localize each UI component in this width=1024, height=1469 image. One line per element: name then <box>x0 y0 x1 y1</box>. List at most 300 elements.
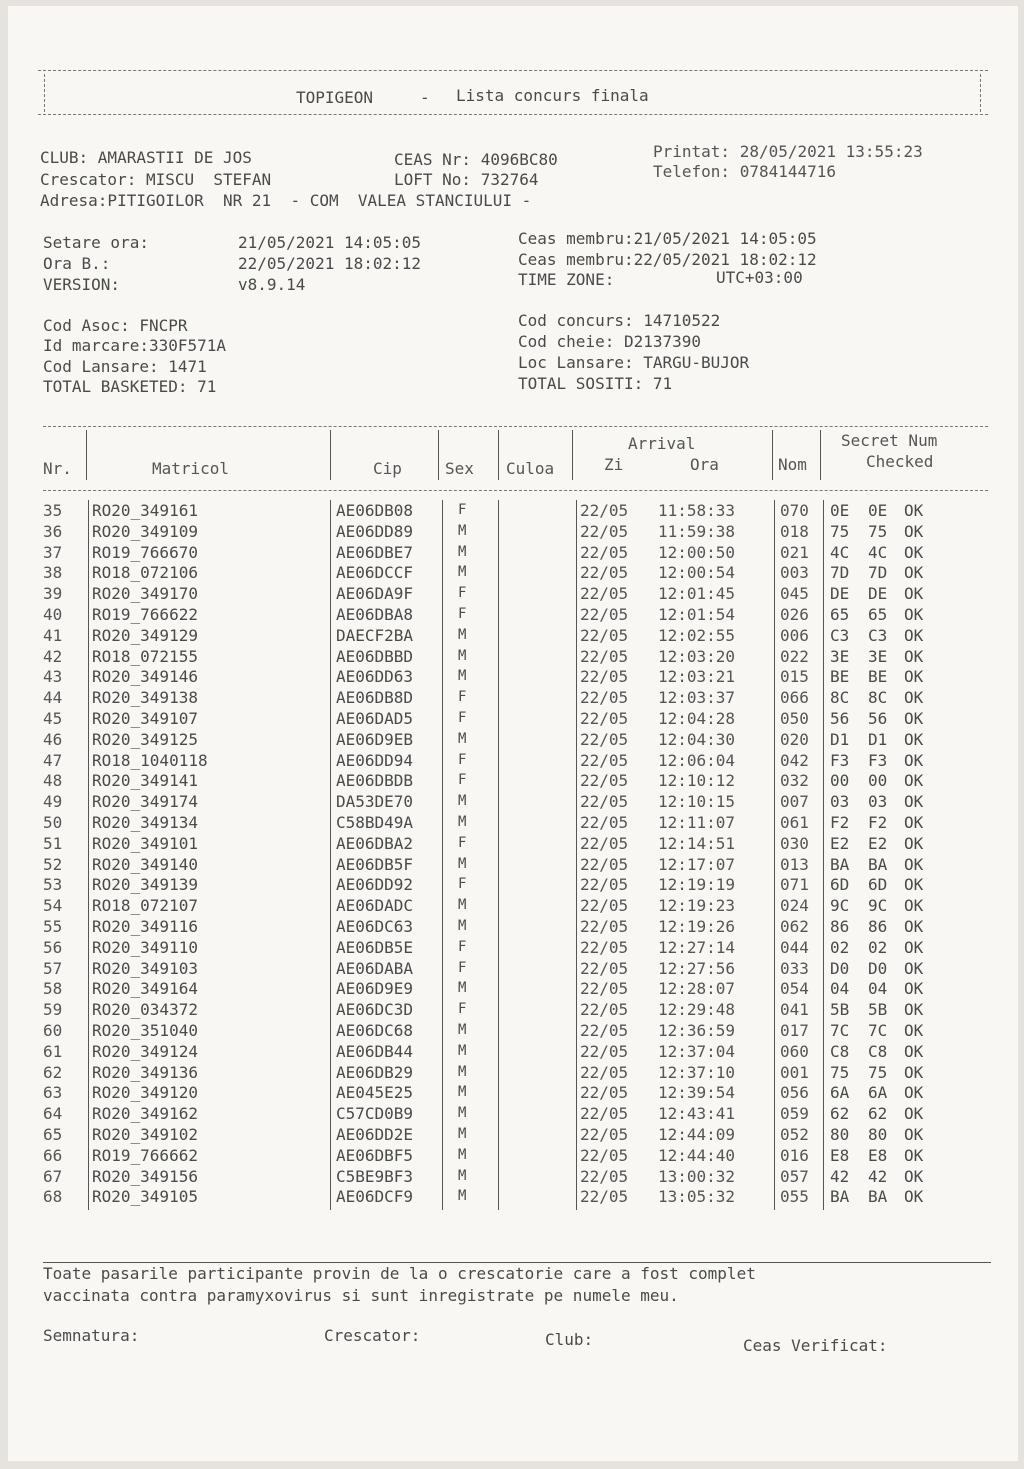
nom: 057 <box>780 1166 809 1186</box>
sex: F <box>458 1001 467 1018</box>
declaration-line-2: vaccinata contra paramyxovirus si sunt inregistrate pe numele meu. <box>43 1286 679 1305</box>
secret-checked: 6D <box>868 875 888 895</box>
secret-num: E8 <box>830 1145 850 1165</box>
chip-id: AE06DB5E <box>336 937 414 957</box>
secret-num: 7D <box>830 563 850 583</box>
status-ok: OK <box>904 563 924 583</box>
arrival-day: 22/05 <box>580 854 629 874</box>
sex: F <box>458 959 467 976</box>
secret-checked: 62 <box>868 1104 888 1124</box>
chip-id: AE06DBF5 <box>336 1145 414 1165</box>
header-checked: Checked <box>866 452 934 471</box>
status-ok: OK <box>904 958 924 978</box>
table-row <box>8 1082 1018 1103</box>
arrival-time: 12:37:10 <box>658 1062 736 1082</box>
nom: 066 <box>780 688 809 708</box>
arrival-time: 12:03:20 <box>658 646 736 666</box>
secret-num: 6A <box>830 1083 850 1103</box>
table-row <box>8 937 1018 958</box>
arrival-day: 22/05 <box>580 729 629 749</box>
arrival-time: 12:04:30 <box>658 729 736 749</box>
secret-num: 56 <box>830 709 850 728</box>
row-nr: 53 <box>43 875 63 895</box>
arrival-day: 22/05 <box>580 917 629 936</box>
chip-id: AE06DCF9 <box>336 1187 414 1207</box>
arrival-time: 11:59:38 <box>658 521 736 541</box>
arrival-day: 22/05 <box>580 896 629 916</box>
arrival-time: 12:06:04 <box>658 750 736 770</box>
total-arrived: TOTAL SOSITI: 71 <box>518 374 673 393</box>
sex: M <box>458 1146 467 1163</box>
arrival-day: 22/05 <box>580 1145 629 1165</box>
status-ok: OK <box>904 605 924 624</box>
chip-id: AE06DBBD <box>336 646 414 666</box>
arrival-day: 22/05 <box>580 1166 629 1186</box>
arrival-time: 12:17:07 <box>658 854 736 874</box>
arrival-time: 12:44:40 <box>658 1145 736 1165</box>
ring-number: RO20_349140 <box>92 854 198 874</box>
chip-id: AE06DD92 <box>336 875 414 895</box>
title-box-right <box>980 74 981 112</box>
sex: M <box>458 814 467 830</box>
arrival-day: 22/05 <box>580 813 629 832</box>
sex: M <box>458 668 467 685</box>
sex: M <box>458 918 467 934</box>
sex: M <box>458 897 467 914</box>
secret-checked: 86 <box>868 917 888 936</box>
arrival-day: 22/05 <box>580 709 629 728</box>
nom: 056 <box>780 1083 809 1103</box>
sex: F <box>458 834 467 851</box>
signature-label: Semnatura: <box>43 1326 140 1345</box>
release-location: Loc Lansare: TARGU-BUJOR <box>518 353 750 372</box>
header-ora: Ora <box>690 455 719 474</box>
status-ok: OK <box>904 750 924 770</box>
nom: 007 <box>780 792 809 812</box>
row-nr: 55 <box>43 917 63 936</box>
arrival-time: 12:19:19 <box>658 875 736 895</box>
status-ok: OK <box>904 937 924 957</box>
secret-checked: 6A <box>868 1083 888 1103</box>
secret-checked: D1 <box>868 729 888 749</box>
ring-number: RO20_349102 <box>92 1125 198 1144</box>
arrival-time: 12:01:54 <box>658 605 736 624</box>
status-ok: OK <box>904 1083 924 1103</box>
col-divider-matricol <box>330 430 331 480</box>
ring-number: RO18_072155 <box>92 646 198 666</box>
secret-num: 80 <box>830 1125 850 1144</box>
arrival-time: 12:03:37 <box>658 688 736 708</box>
secret-checked: BA <box>868 854 888 874</box>
status-ok: OK <box>904 833 924 853</box>
phone-number: Telefon: 0784144716 <box>653 162 837 181</box>
secret-checked: E2 <box>868 833 888 853</box>
ring-number: RO20_349170 <box>92 584 198 604</box>
secret-num: 62 <box>830 1104 850 1124</box>
nom: 044 <box>780 937 809 957</box>
nom: 001 <box>780 1062 809 1082</box>
nom: 045 <box>780 584 809 604</box>
row-nr: 54 <box>43 896 63 916</box>
arrival-time: 12:10:12 <box>658 771 736 791</box>
sex: M <box>458 1126 467 1142</box>
status-ok: OK <box>904 521 924 541</box>
table-row <box>8 708 1018 729</box>
secret-checked: 0E <box>868 501 888 520</box>
status-ok: OK <box>904 854 924 874</box>
col-divider-sex <box>498 430 499 480</box>
secret-num: 04 <box>830 979 850 999</box>
header-nom: Nom <box>778 455 807 474</box>
key-code: Cod cheie: D2137390 <box>518 332 702 351</box>
arrival-day: 22/05 <box>580 605 629 624</box>
secret-num: 75 <box>830 1062 850 1082</box>
status-ok: OK <box>904 917 924 936</box>
row-nr: 50 <box>43 813 63 832</box>
ring-number: RO20_349105 <box>92 1187 198 1207</box>
secret-num: 9C <box>830 896 850 916</box>
ring-number: RO19_766670 <box>92 542 198 562</box>
row-nr: 56 <box>43 937 63 957</box>
setare-label: Setare ora: <box>43 233 149 252</box>
col-divider-cip <box>438 430 439 480</box>
chip-id: DA53DE70 <box>336 792 414 812</box>
title-box-left <box>44 74 45 112</box>
arrival-time: 12:19:23 <box>658 896 736 916</box>
table-row <box>8 646 1018 667</box>
secret-checked: F3 <box>868 750 888 770</box>
ring-number: RO20_349174 <box>92 792 198 812</box>
secret-checked: C3 <box>868 625 888 645</box>
row-nr: 38 <box>43 563 63 583</box>
arrival-time: 12:39:54 <box>658 1083 736 1103</box>
arrival-day: 22/05 <box>580 792 629 812</box>
sex: M <box>458 1063 467 1080</box>
arrival-day: 22/05 <box>580 833 629 853</box>
nom: 060 <box>780 1041 809 1061</box>
col-divider-arrival <box>772 430 773 480</box>
table-row <box>8 1041 1018 1062</box>
chip-id: AE045E25 <box>336 1083 414 1103</box>
ring-number: RO20_034372 <box>92 1000 198 1020</box>
row-nr: 46 <box>43 729 63 749</box>
chip-id: AE06DD2E <box>336 1125 414 1144</box>
ring-number: RO20_349116 <box>92 917 198 936</box>
ring-number: RO20_349120 <box>92 1083 198 1103</box>
secret-checked: DE <box>868 584 888 604</box>
sex: F <box>458 710 467 726</box>
arrival-day: 22/05 <box>580 625 629 645</box>
club-name: CLUB: AMARASTII DE JOS <box>40 148 252 167</box>
arrival-time: 12:37:04 <box>658 1041 736 1061</box>
status-ok: OK <box>904 875 924 895</box>
arrival-day: 22/05 <box>580 979 629 999</box>
arrival-day: 22/05 <box>580 542 629 562</box>
sex: F <box>458 938 467 955</box>
sex: M <box>458 1022 467 1038</box>
secret-checked: 4C <box>868 542 888 562</box>
chip-id: AE06D9EB <box>336 729 414 749</box>
ring-number: RO20_349124 <box>92 1041 198 1061</box>
declaration-line-1: Toate pasarile participante provin de la o crescatorie care a fost complet <box>43 1264 756 1283</box>
sex: M <box>458 1105 467 1122</box>
table-row <box>8 770 1018 791</box>
table-top-rule <box>43 426 988 427</box>
status-ok: OK <box>904 813 924 832</box>
secret-checked: 04 <box>868 979 888 999</box>
sex: F <box>458 502 467 518</box>
status-ok: OK <box>904 1041 924 1061</box>
secret-checked: 8C <box>868 688 888 708</box>
table-row <box>8 978 1018 999</box>
ring-number: RO20_349129 <box>92 625 198 645</box>
secret-checked: F2 <box>868 813 888 832</box>
sex: F <box>458 606 467 622</box>
header-arrival: Arrival <box>628 434 696 453</box>
header-secret: Secret Num <box>841 431 938 450</box>
marking-id: Id marcare:330F571A <box>43 336 227 355</box>
arrival-time: 12:27:56 <box>658 958 736 978</box>
secret-num: 4C <box>830 542 850 562</box>
nom: 017 <box>780 1021 809 1040</box>
arrival-day: 22/05 <box>580 667 629 687</box>
sex: F <box>458 751 467 768</box>
table-row <box>8 833 1018 854</box>
chip-id: AE06DB08 <box>336 501 414 520</box>
row-nr: 66 <box>43 1145 63 1165</box>
row-nr: 51 <box>43 833 63 853</box>
chip-id: AE06DB29 <box>336 1062 414 1082</box>
secret-num: 6D <box>830 875 850 895</box>
nom: 055 <box>780 1187 809 1207</box>
sex: M <box>458 647 467 664</box>
ring-number: RO20_349156 <box>92 1166 198 1186</box>
chip-id: AE06D9E9 <box>336 979 414 999</box>
arrival-time: 12:03:21 <box>658 667 736 687</box>
sex: M <box>458 564 467 581</box>
nom: 003 <box>780 563 809 583</box>
table-row <box>8 500 1018 521</box>
secret-num: 42 <box>830 1166 850 1186</box>
chip-id: C57CD0B9 <box>336 1104 414 1124</box>
row-nr: 37 <box>43 542 63 562</box>
chip-id: AE06DADC <box>336 896 414 916</box>
row-nr: 39 <box>43 584 63 604</box>
nom: 041 <box>780 1000 809 1020</box>
time-zone-label: TIME ZONE: <box>518 270 615 289</box>
secret-checked: 03 <box>868 792 888 812</box>
secret-checked: E8 <box>868 1145 888 1165</box>
ring-number: RO20_349125 <box>92 729 198 749</box>
header-culoa: Culoa <box>506 459 555 478</box>
table-row <box>8 916 1018 937</box>
ring-number: RO20_349107 <box>92 709 198 728</box>
status-ok: OK <box>904 1187 924 1207</box>
row-nr: 62 <box>43 1062 63 1082</box>
status-ok: OK <box>904 771 924 791</box>
arrival-day: 22/05 <box>580 646 629 666</box>
row-nr: 61 <box>43 1041 63 1061</box>
ring-number: RO20_349139 <box>92 875 198 895</box>
arrival-day: 22/05 <box>580 584 629 604</box>
table-row <box>8 791 1018 812</box>
secret-num: BE <box>830 667 850 687</box>
sex: M <box>458 1188 467 1205</box>
arrival-day: 22/05 <box>580 688 629 708</box>
nom: 070 <box>780 501 809 520</box>
row-nr: 40 <box>43 605 63 624</box>
chip-id: AE06DB8D <box>336 688 414 708</box>
status-ok: OK <box>904 1000 924 1020</box>
secret-num: 00 <box>830 771 850 791</box>
sex: F <box>458 772 467 789</box>
arrival-time: 12:10:15 <box>658 792 736 812</box>
header-cip: Cip <box>373 459 402 478</box>
breeder-label: Crescator: <box>324 1326 421 1345</box>
chip-id: AE06DAD5 <box>336 709 414 728</box>
chip-id: AE06DD89 <box>336 521 414 541</box>
secret-num: 3E <box>830 646 850 666</box>
secret-checked: 7C <box>868 1021 888 1040</box>
club-label: Club: <box>545 1330 594 1349</box>
table-row <box>8 1145 1018 1166</box>
ring-number: RO20_349134 <box>92 813 198 832</box>
report-title: Lista concurs finala <box>456 86 649 105</box>
nom: 022 <box>780 646 809 666</box>
row-nr: 57 <box>43 958 63 978</box>
orab-value: 22/05/2021 18:02:12 <box>238 254 422 273</box>
secret-checked: 3E <box>868 646 888 666</box>
row-nr: 47 <box>43 750 63 770</box>
chip-id: AE06DC63 <box>336 917 414 936</box>
arrival-day: 22/05 <box>580 1083 629 1103</box>
status-ok: OK <box>904 667 924 687</box>
secret-checked: BA <box>868 1187 888 1207</box>
arrival-day: 22/05 <box>580 1041 629 1061</box>
secret-num: 65 <box>830 605 850 624</box>
table-row <box>8 958 1018 979</box>
secret-num: BA <box>830 1187 850 1207</box>
version-label: VERSION: <box>43 275 121 294</box>
ring-number: RO19_766622 <box>92 605 198 624</box>
status-ok: OK <box>904 1145 924 1165</box>
secret-checked: BE <box>868 667 888 687</box>
table-row <box>8 854 1018 875</box>
chip-id: C5BE9BF3 <box>336 1166 414 1186</box>
ring-number: RO20_349103 <box>92 958 198 978</box>
secret-checked: 75 <box>868 1062 888 1082</box>
secret-checked: 75 <box>868 521 888 541</box>
arrival-day: 22/05 <box>580 521 629 541</box>
status-ok: OK <box>904 584 924 604</box>
secret-checked: 7D <box>868 563 888 583</box>
status-ok: OK <box>904 688 924 708</box>
ring-number: RO19_766662 <box>92 1145 198 1165</box>
nom: 006 <box>780 625 809 645</box>
member-clock-2: Ceas membru:22/05/2021 18:02:12 <box>518 250 817 269</box>
nom: 015 <box>780 667 809 687</box>
arrival-time: 13:05:32 <box>658 1187 736 1207</box>
ring-number: RO20_349141 <box>92 771 198 791</box>
ring-number: RO20_349162 <box>92 1104 198 1124</box>
status-ok: OK <box>904 1166 924 1186</box>
time-zone-value: UTC+03:00 <box>716 268 803 287</box>
chip-id: AE06DA9F <box>336 584 414 604</box>
chip-id: AE06DD94 <box>336 750 414 770</box>
nom: 026 <box>780 605 809 624</box>
secret-num: 03 <box>830 792 850 812</box>
version-value: v8.9.14 <box>238 275 306 294</box>
clock-verified-label: Ceas Verificat: <box>743 1336 888 1355</box>
sex: M <box>458 730 467 747</box>
title-box-bottom <box>38 114 988 115</box>
nom: 021 <box>780 542 809 562</box>
arrival-time: 12:19:26 <box>658 917 736 936</box>
status-ok: OK <box>904 625 924 645</box>
secret-num: 75 <box>830 521 850 541</box>
row-nr: 49 <box>43 792 63 812</box>
sex: F <box>458 876 467 893</box>
secret-num: 86 <box>830 917 850 936</box>
status-ok: OK <box>904 1125 924 1144</box>
secret-num: 02 <box>830 937 850 957</box>
arrival-time: 12:27:14 <box>658 937 736 957</box>
status-ok: OK <box>904 1021 924 1040</box>
arrival-time: 13:00:32 <box>658 1166 736 1186</box>
arrival-time: 12:00:50 <box>658 542 736 562</box>
arrival-day: 22/05 <box>580 1125 629 1144</box>
ring-number: RO18_1040118 <box>92 750 208 770</box>
row-nr: 44 <box>43 688 63 708</box>
chip-id: AE06DBA2 <box>336 833 414 853</box>
secret-checked: 00 <box>868 771 888 791</box>
secret-num: F2 <box>830 813 850 832</box>
assoc-code: Cod Asoc: FNCPR <box>43 316 188 335</box>
status-ok: OK <box>904 501 924 520</box>
row-nr: 68 <box>43 1187 63 1207</box>
row-nr: 63 <box>43 1083 63 1103</box>
secret-num: C3 <box>830 625 850 645</box>
header-matricol: Matricol <box>152 459 230 478</box>
status-ok: OK <box>904 1104 924 1124</box>
arrival-day: 22/05 <box>580 750 629 770</box>
arrival-day: 22/05 <box>580 937 629 957</box>
chip-id: AE06DB5F <box>336 854 414 874</box>
arrival-time: 12:00:54 <box>658 563 736 583</box>
arrival-day: 22/05 <box>580 1104 629 1124</box>
arrival-time: 12:43:41 <box>658 1104 736 1124</box>
arrival-day: 22/05 <box>580 875 629 895</box>
row-nr: 43 <box>43 667 63 687</box>
table-header-rule <box>43 490 988 491</box>
col-divider-nom <box>820 430 821 480</box>
sex: M <box>458 980 467 997</box>
row-nr: 64 <box>43 1104 63 1124</box>
ring-number: RO20_349110 <box>92 937 198 957</box>
chip-id: AE06DBE7 <box>336 542 414 562</box>
footer-rule <box>43 1262 991 1263</box>
table-row <box>8 895 1018 916</box>
secret-num: E2 <box>830 833 850 853</box>
release-code: Cod Lansare: 1471 <box>43 357 207 376</box>
nom: 018 <box>780 521 809 541</box>
ring-number: RO20_349146 <box>92 667 198 687</box>
secret-num: DE <box>830 584 850 604</box>
arrival-time: 12:11:07 <box>658 813 736 832</box>
printed-report <box>8 6 1018 1461</box>
nom: 013 <box>780 854 809 874</box>
table-row <box>8 604 1018 625</box>
